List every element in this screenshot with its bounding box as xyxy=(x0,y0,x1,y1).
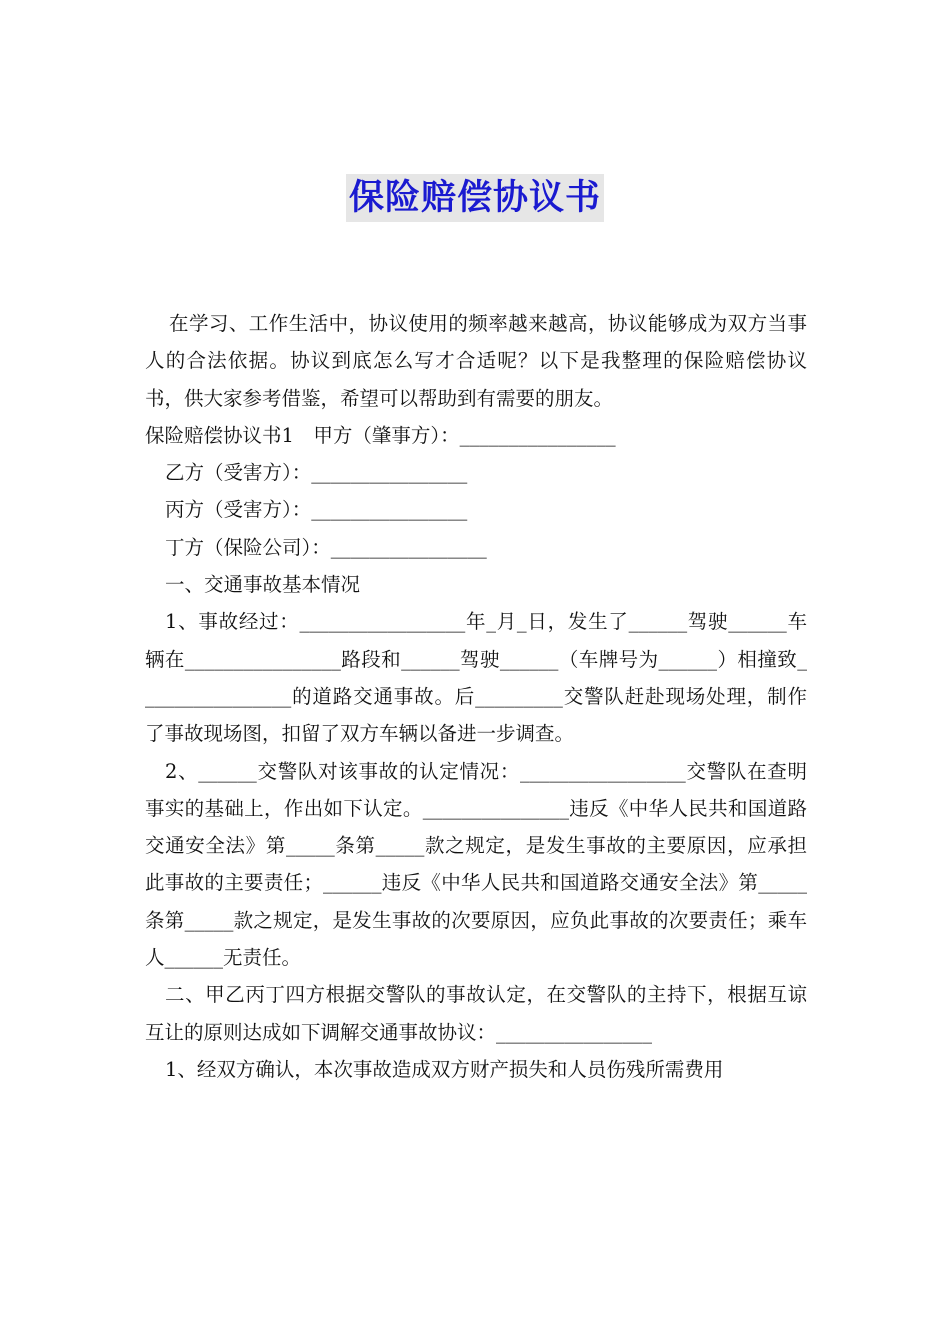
title-container xyxy=(0,174,950,222)
accident-details-paragraph: 1、事故经过：_________________年_月_日，发生了______驾驶______车辆在________________路段和______驾驶______（车牌号为______）相撞致________________的道路交通事故。后_________交警队赶赴现场处理，制作了事故现场图，扣留了双方车辆以备进一步调查。 xyxy=(145,610,807,746)
document-title: 保险赔偿协议书 xyxy=(346,174,604,222)
section-heading-1: 一、交通事故基本情况 xyxy=(165,573,361,597)
party-b-line: 乙方（受害方）：________________ xyxy=(165,461,468,485)
party-d-line: 丁方（保险公司）：________________ xyxy=(165,535,487,559)
police-determination-paragraph: 2、______交警队对该事故的认定情况：_________________交警队在查明事实的基础上，作出如下认定。_______________违反《中华人民共和国道路交通安全法》第_____条第_____款之规定，是发生事故的主要原因，应承担此事故的主要责任；______违反《中华人民共和国道路交通安全法》第_____条第_____款之规定，是发生事故的次要原因，应负此事故的次要责任；乘车人______无责任。 xyxy=(145,759,807,970)
party-a-line: 保险赔偿协议书1 甲方（肇事方）：________________ xyxy=(145,423,616,447)
document-body xyxy=(145,305,807,1088)
section-heading-2-paragraph: 二、甲乙丙丁四方根据交警队的事故认定，在交警队的主持下，根据互谅互让的原则达成如下调解交通事故协议：________________ xyxy=(145,983,807,1044)
party-c-line: 丙方（受害方）：________________ xyxy=(165,498,468,522)
clause-1-paragraph: 1、经双方确认，本次事故造成双方财产损失和人员伤残所需费用 xyxy=(165,1057,724,1081)
intro-paragraph: 在学习、工作生活中，协议使用的频率越来越高，协议能够成为双方当事人的合法依据。协议到底怎么写才合适呢？以下是我整理的保险赔偿协议书，供大家参考借鉴，希望可以帮助到有需要的朋友。 xyxy=(145,312,807,410)
